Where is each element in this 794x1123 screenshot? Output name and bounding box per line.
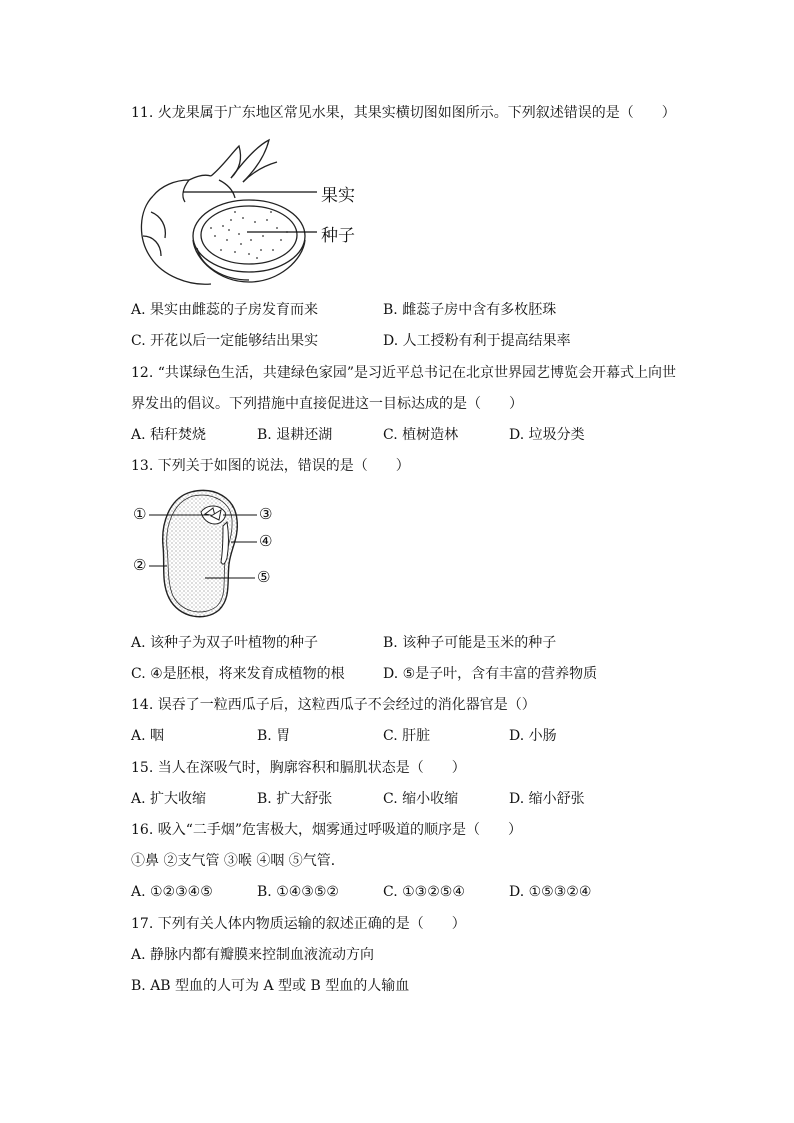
label-1: ① bbox=[133, 505, 147, 523]
label-2: ② bbox=[133, 556, 147, 574]
q12-option-c[interactable]: C. 植树造林 bbox=[383, 427, 459, 443]
q16-option-c[interactable]: C. ①③②⑤④ bbox=[383, 884, 465, 900]
q13-option-d[interactable]: D. ⑤是子叶，含有丰富的营养物质 bbox=[383, 666, 598, 682]
q12-option-d[interactable]: D. 垃圾分类 bbox=[509, 427, 585, 443]
q11-stem: 11. 火龙果属于广东地区常见水果，其果实横切图如图所示。下列叙述错误的是（ ） bbox=[131, 105, 676, 121]
q12-option-a[interactable]: A. 秸秆焚烧 bbox=[131, 427, 207, 443]
q16-option-b[interactable]: B. ①④③⑤② bbox=[257, 884, 339, 900]
q12-stem-line1: 12. “共谋绿色生活，共建绿色家园”是习近平总书记在北京世界园艺博览会开幕式上向世 bbox=[131, 365, 677, 381]
q11-option-b[interactable]: B. 雌蕊子房中含有多枚胚珠 bbox=[383, 302, 557, 318]
label-3: ③ bbox=[259, 505, 273, 523]
q13-option-c[interactable]: C. ④是胚根，将来发育成植物的根 bbox=[131, 666, 345, 682]
q15-option-a[interactable]: A. 扩大收缩 bbox=[131, 791, 207, 807]
q16-option-d[interactable]: D. ①⑤③②④ bbox=[509, 884, 592, 900]
q15-option-d[interactable]: D. 缩小舒张 bbox=[509, 791, 585, 807]
q13-stem: 13. 下列关于如图的说法，错误的是（ ） bbox=[131, 458, 410, 474]
q12-option-b[interactable]: B. 退耕还湖 bbox=[257, 427, 333, 443]
q14-option-a[interactable]: A. 咽 bbox=[131, 728, 165, 744]
q14-option-c[interactable]: C. 肝脏 bbox=[383, 728, 431, 744]
q12-stem-line2: 界发出的倡议。下列措施中直接促进这一目标达成的是（ ） bbox=[131, 396, 523, 412]
q16-stem: 16. 吸入“二手烟”危害极大，烟雾通过呼吸道的顺序是（ ） bbox=[131, 822, 523, 838]
seed-figure bbox=[131, 486, 281, 620]
q13-option-a[interactable]: A. 该种子为双子叶植物的种子 bbox=[131, 635, 319, 651]
q14-option-b[interactable]: B. 胃 bbox=[257, 728, 291, 744]
q17-option-b[interactable]: B. AB 型血的人可为 A 型或 B 型血的人输血 bbox=[131, 978, 410, 994]
dragon-fruit-figure bbox=[131, 136, 371, 288]
q14-option-d[interactable]: D. 小肠 bbox=[509, 728, 557, 744]
dragon-fruit-cross-section-image bbox=[131, 136, 371, 288]
q11-option-a[interactable]: A. 果实由雌蕊的子房发育而来 bbox=[131, 302, 319, 318]
q14-stem: 14. 误吞了一粒西瓜子后，这粒西瓜子不会经过的消化器官是（） bbox=[131, 697, 536, 713]
label-fruit: 果实 bbox=[321, 186, 355, 206]
q17-option-a[interactable]: A. 静脉内都有瓣膜来控制血液流动方向 bbox=[131, 947, 375, 963]
label-seed: 种子 bbox=[321, 226, 355, 246]
q15-stem: 15. 当人在深吸气时，胸廓容积和膈肌状态是（ ） bbox=[131, 760, 466, 776]
q11-option-d[interactable]: D. 人工授粉有利于提高结果率 bbox=[383, 333, 571, 349]
q17-stem: 17. 下列有关人体内物质运输的叙述正确的是（ ） bbox=[131, 916, 466, 932]
q16-items: ①鼻 ②支气管 ③喉 ④咽 ⑤气管． bbox=[131, 853, 345, 869]
label-4: ④ bbox=[259, 532, 273, 550]
q15-option-b[interactable]: B. 扩大舒张 bbox=[257, 791, 333, 807]
q16-option-a[interactable]: A. ①②③④⑤ bbox=[131, 884, 213, 900]
q13-option-b[interactable]: B. 该种子可能是玉米的种子 bbox=[383, 635, 557, 651]
label-5: ⑤ bbox=[257, 568, 271, 586]
q15-option-c[interactable]: C. 缩小收缩 bbox=[383, 791, 459, 807]
q11-option-c[interactable]: C. 开花以后一定能够结出果实 bbox=[131, 333, 319, 349]
